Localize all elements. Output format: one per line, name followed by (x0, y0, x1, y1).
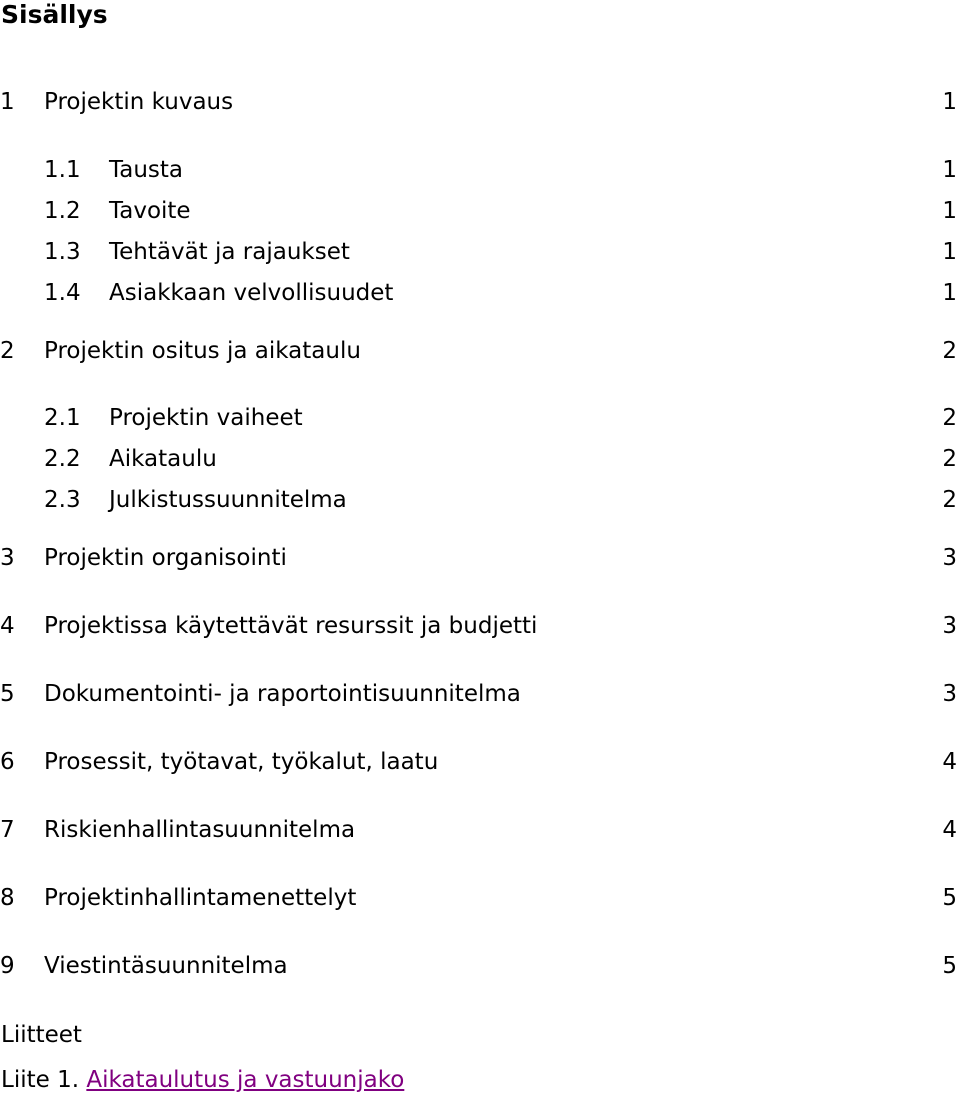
toc-entry-number: 1.2 (44, 198, 81, 224)
toc-entry-title: Projektinhallintamenettelyt (44, 885, 357, 911)
toc-entry-page: 1 (942, 239, 957, 265)
toc-entry-1-4 (0, 278, 957, 308)
toc-entry-page: 3 (942, 545, 957, 571)
toc-entry-number: 5 (0, 681, 15, 707)
toc-entry-number: 2.2 (44, 446, 81, 472)
toc-entry-page: 5 (942, 885, 957, 911)
toc-entry-number: 1.3 (44, 239, 81, 265)
toc-entry-number: 1.4 (44, 280, 81, 306)
toc-entry-page: 2 (942, 405, 957, 431)
toc-entry-page: 1 (942, 198, 957, 224)
toc-entry-title: Projektin vaiheet (109, 405, 303, 431)
toc-entry-9 (0, 951, 957, 981)
toc-entry-title: Julkistussuunnitelma (109, 487, 347, 513)
toc-entry-5 (0, 679, 957, 709)
toc-entry-title: Dokumentointi- ja raportointisuunnitelma (44, 681, 521, 707)
toc-entry-2-1 (0, 403, 957, 433)
toc-entry-title: Projektin kuvaus (44, 89, 234, 115)
toc-entry-page: 4 (942, 817, 957, 843)
toc-entry-4 (0, 611, 957, 641)
toc-entry-number: 2 (0, 338, 15, 364)
toc-entry-title: Projektissa käytettävät resurssit ja budjetti (44, 613, 538, 639)
appendix-item (1, 1065, 404, 1095)
toc-entry-page: 2 (942, 338, 957, 364)
toc-entry-8 (0, 883, 957, 913)
toc-entry-title: Asiakkaan velvollisuudet (109, 280, 394, 306)
toc-entry-number: 2.1 (44, 405, 81, 431)
toc-entry-title: Aikataulu (109, 446, 217, 472)
toc-entry-page: 1 (942, 280, 957, 306)
appendix-heading: Liitteet (1, 1022, 82, 1048)
toc-entry-title: Tavoite (109, 198, 191, 224)
page-title: Sisällys (1, 0, 108, 29)
toc-entry-1 (0, 87, 957, 117)
toc-entry-number: 6 (0, 749, 15, 775)
appendix-link[interactable]: Aikataulutus ja vastuunjako (86, 1067, 405, 1093)
toc-entry-title: Prosessit, työtavat, työkalut, laatu (44, 749, 439, 775)
toc-entry-2-2 (0, 444, 957, 474)
toc-entry-number: 4 (0, 613, 15, 639)
toc-entry-page: 3 (942, 613, 957, 639)
toc-entry-7 (0, 815, 957, 845)
toc-entry-1-2 (0, 196, 957, 226)
toc-entry-title: Riskienhallintasuunnitelma (44, 817, 356, 843)
toc-entry-number: 3 (0, 545, 15, 571)
toc-entry-2-3 (0, 485, 957, 515)
toc-entry-page: 1 (942, 89, 957, 115)
toc-entry-page: 1 (942, 157, 957, 183)
toc-entry-page: 2 (942, 446, 957, 472)
toc-entry-1-3 (0, 237, 957, 267)
toc-entry-3 (0, 543, 957, 573)
toc-entry-title: Viestintäsuunnitelma (44, 953, 288, 979)
toc-entry-page: 2 (942, 487, 957, 513)
appendix-prefix: Liite 1. (1, 1067, 80, 1093)
toc-entry-title: Tausta (109, 157, 184, 183)
toc-entry-number: 2.3 (44, 487, 81, 513)
toc-entry-title: Projektin ositus ja aikataulu (44, 338, 361, 364)
toc-entry-number: 1 (0, 89, 15, 115)
toc-entry-1-1 (0, 155, 957, 185)
toc-entry-number: 8 (0, 885, 15, 911)
toc-entry-page: 4 (942, 749, 957, 775)
toc-entry-number: 7 (0, 817, 15, 843)
toc-entry-title: Tehtävät ja rajaukset (109, 239, 350, 265)
toc-entry-page: 5 (942, 953, 957, 979)
toc-entry-2 (0, 336, 957, 366)
toc-entry-page: 3 (942, 681, 957, 707)
toc-entry-number: 1.1 (44, 157, 81, 183)
toc-entry-title: Projektin organisointi (44, 545, 287, 571)
toc-entry-number: 9 (0, 953, 15, 979)
toc-entry-6 (0, 747, 957, 777)
